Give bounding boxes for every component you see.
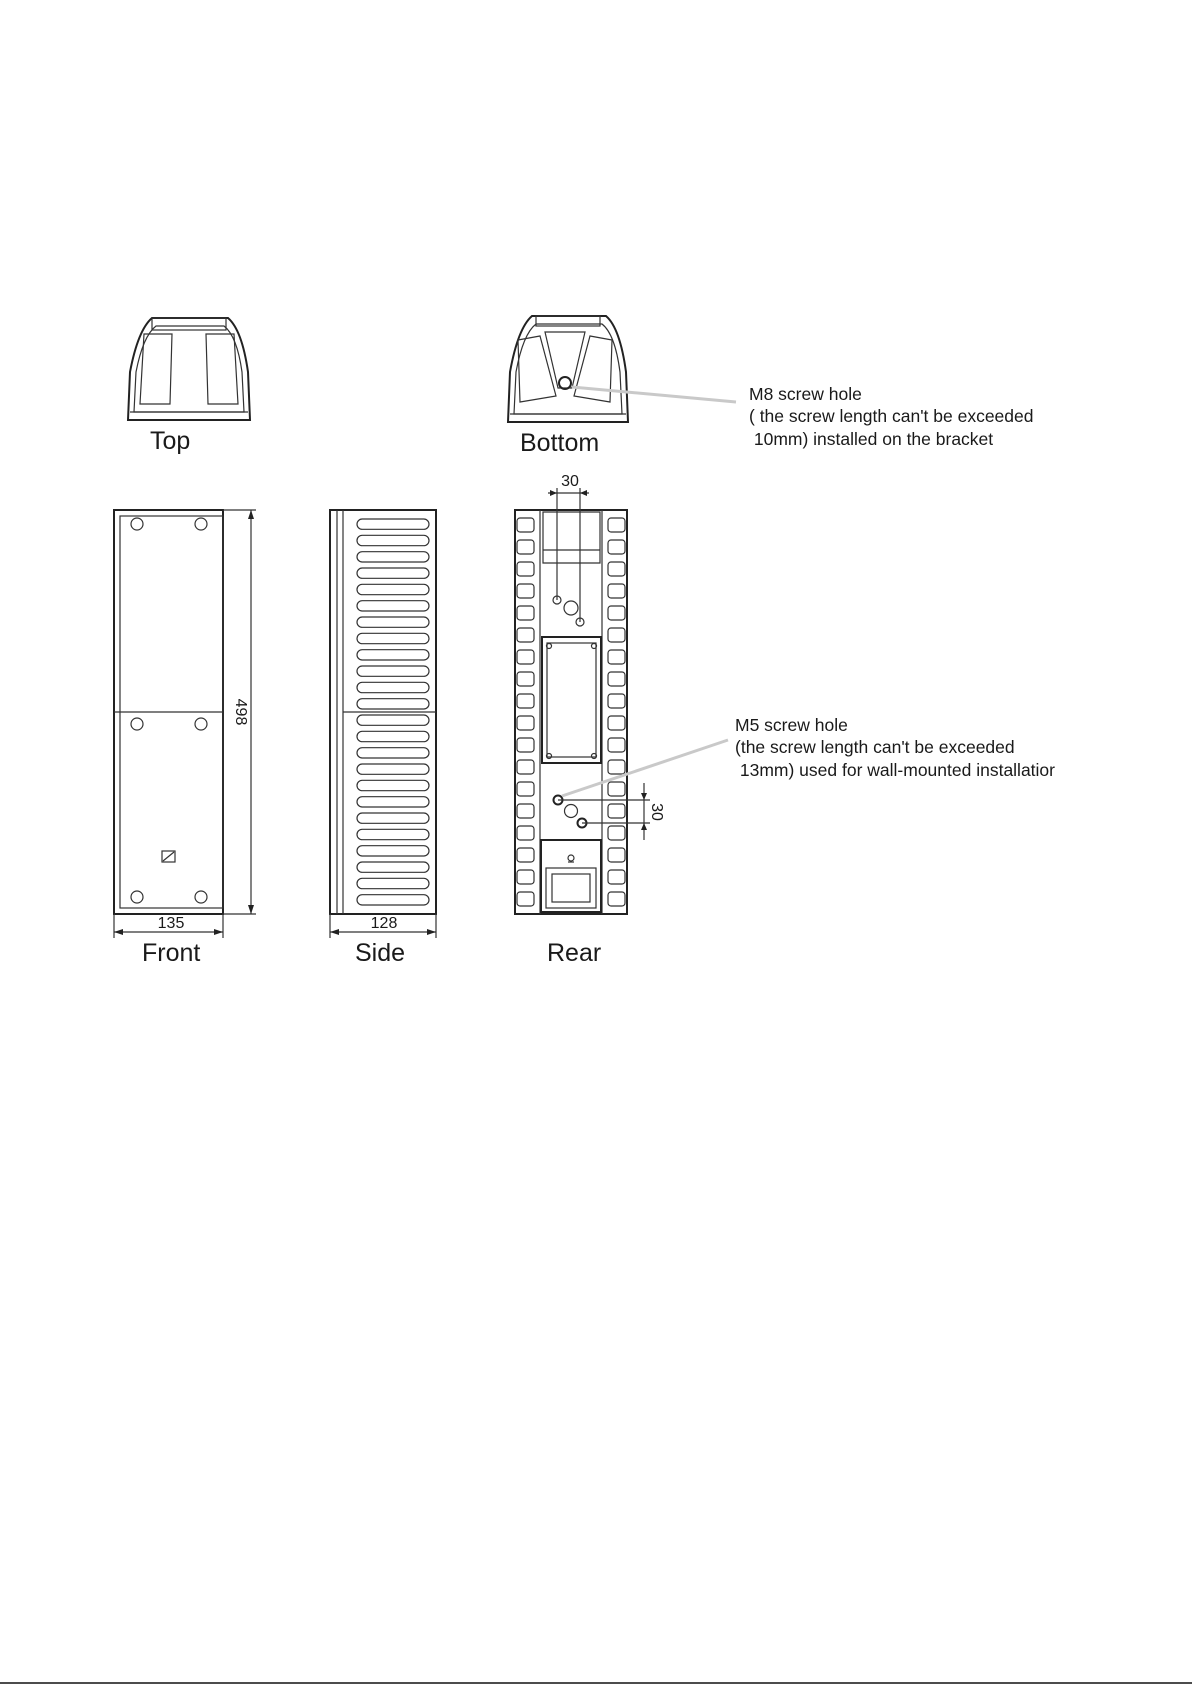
top-view-label: Top bbox=[150, 427, 191, 455]
side-vent-slot bbox=[357, 682, 429, 692]
front-view-label: Front bbox=[142, 939, 201, 967]
side-vent-slot bbox=[357, 584, 429, 594]
rear-rib bbox=[608, 650, 625, 664]
rear-rib bbox=[517, 804, 534, 818]
rear-rib bbox=[517, 672, 534, 686]
rear-rib bbox=[517, 518, 534, 532]
side-vent-slot bbox=[357, 764, 429, 774]
side-vent-slot bbox=[357, 519, 429, 529]
side-vent-slot bbox=[357, 878, 429, 888]
side-vent-slot bbox=[357, 797, 429, 807]
rear-rib bbox=[608, 870, 625, 884]
rear-rib bbox=[608, 694, 625, 708]
rear-rib bbox=[517, 562, 534, 576]
side-vent-slot bbox=[357, 552, 429, 562]
rear-rib bbox=[608, 518, 625, 532]
side-vent-slot bbox=[357, 895, 429, 905]
side-vent-slot bbox=[357, 535, 429, 545]
front-logo-icon bbox=[162, 851, 175, 862]
rear-rib bbox=[608, 760, 625, 774]
rear-rib bbox=[517, 716, 534, 730]
m8-note-line1: M8 screw hole bbox=[749, 384, 862, 404]
rear-rib bbox=[608, 804, 625, 818]
rear-view-label: Rear bbox=[547, 939, 602, 967]
rear-side-dimension: 30 bbox=[648, 803, 665, 821]
side-vent-slot bbox=[357, 568, 429, 578]
rear-ribs-left bbox=[517, 518, 534, 906]
m5-note-line2: (the screw length can't be exceeded bbox=[735, 737, 1015, 757]
side-vent-slot bbox=[357, 699, 429, 709]
rear-rib bbox=[608, 892, 625, 906]
side-width-dimension: 128 bbox=[370, 915, 398, 932]
side-vent-slot bbox=[357, 715, 429, 725]
side-vent-slot bbox=[357, 829, 429, 839]
m5-leader-line bbox=[562, 740, 728, 796]
side-vent-slot bbox=[357, 813, 429, 823]
front-width-dimension: 135 bbox=[157, 915, 185, 932]
rear-rib bbox=[608, 782, 625, 796]
rear-rib bbox=[517, 606, 534, 620]
bottom-view-label: Bottom bbox=[520, 429, 600, 457]
rear-top-dimension: 30 bbox=[561, 473, 579, 490]
side-vent-slot bbox=[357, 650, 429, 660]
rear-rib bbox=[517, 826, 534, 840]
rear-rib bbox=[608, 848, 625, 862]
rear-rib bbox=[517, 650, 534, 664]
side-view bbox=[330, 510, 436, 967]
m5-note bbox=[735, 715, 1055, 780]
front-view bbox=[114, 510, 256, 967]
side-vent-slot bbox=[357, 666, 429, 676]
rear-rib bbox=[608, 540, 625, 554]
m5-note-line1: M5 screw hole bbox=[735, 715, 848, 735]
rear-rib bbox=[608, 606, 625, 620]
rear-rib bbox=[608, 672, 625, 686]
rear-rib bbox=[517, 848, 534, 862]
rear-rib bbox=[608, 562, 625, 576]
rear-rib bbox=[517, 540, 534, 554]
top-view bbox=[128, 318, 250, 455]
rear-rib bbox=[517, 694, 534, 708]
side-vent-slot bbox=[357, 862, 429, 872]
side-vent-slot bbox=[357, 846, 429, 856]
rear-rib bbox=[517, 760, 534, 774]
rear-rib bbox=[608, 826, 625, 840]
rear-rib bbox=[517, 782, 534, 796]
side-vent-slot bbox=[357, 633, 429, 643]
m8-note bbox=[749, 384, 1034, 449]
side-vent-slot bbox=[357, 731, 429, 741]
rear-view bbox=[515, 473, 665, 967]
m5-note-line3: 13mm) used for wall-mounted installatior bbox=[735, 760, 1055, 780]
rear-rib bbox=[517, 628, 534, 642]
side-vent-slot bbox=[357, 748, 429, 758]
rear-rib bbox=[608, 628, 625, 642]
rear-rib bbox=[517, 738, 534, 752]
rear-rib bbox=[608, 584, 625, 598]
height-dimension: 498 bbox=[232, 698, 249, 726]
rear-rib bbox=[517, 892, 534, 906]
rear-rib bbox=[608, 716, 625, 730]
rear-rib bbox=[517, 870, 534, 884]
m8-note-line3: 10mm) installed on the bracket bbox=[749, 429, 994, 449]
side-vent-slot bbox=[357, 780, 429, 790]
side-view-label: Side bbox=[355, 939, 406, 967]
m8-note-line2: ( the screw length can't be exceeded bbox=[749, 406, 1034, 426]
bottom-view bbox=[508, 316, 628, 457]
side-vent-slot bbox=[357, 617, 429, 627]
rear-rib bbox=[608, 738, 625, 752]
rear-ribs-right bbox=[608, 518, 625, 906]
rear-rib bbox=[517, 584, 534, 598]
m8-screw-hole bbox=[559, 377, 571, 389]
side-vent-slot bbox=[357, 601, 429, 611]
